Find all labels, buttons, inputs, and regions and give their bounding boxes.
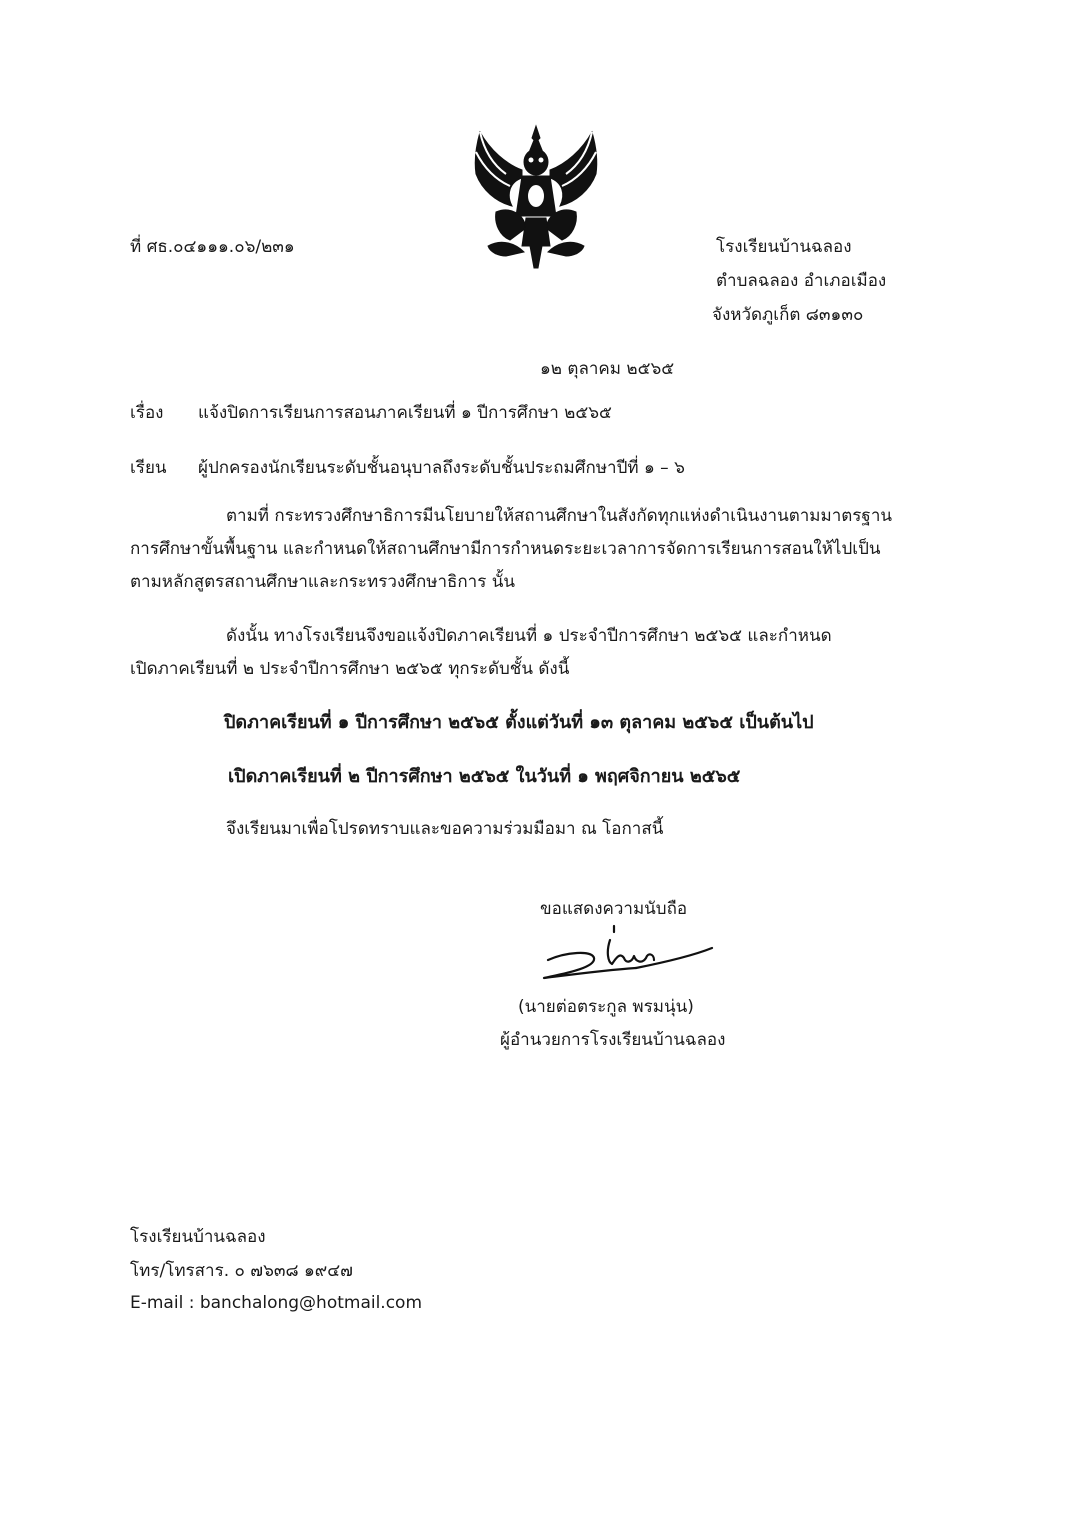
sender-address-line1: ตำบลฉลอง อำเภอเมือง (716, 271, 887, 291)
document-number: ที่ ศธ.๐๔๑๑๑.๐๖/๒๓๑ (130, 237, 295, 257)
letter-date: ๑๒ ตุลาคม ๒๕๖๕ (540, 359, 675, 379)
highlight-close-semester: ปิดภาคเรียนที่ ๑ ปีการศึกษา ๒๕๖๕ ตั้งแต่วันที่ ๑๓ ตุลาคม ๒๕๖๕ เป็นต้นไป (224, 712, 814, 733)
signer-position: ผู้อำนวยการโรงเรียนบ้านฉลอง (500, 1030, 726, 1050)
salutation: ขอแสดงความนับถือ (540, 899, 688, 919)
signer-name: (นายต่อตระกูล พรมนุ่น) (518, 997, 694, 1017)
body-paragraph-1-line-1: ตามที่ กระทรวงศึกษาธิการมีนโยบายให้สถานศึกษาในสังกัดทุกแห่งดำเนินงานตามมาตรฐาน (226, 506, 892, 526)
body-paragraph-2-line-1: ดังนั้น ทางโรงเรียนจึงขอแจ้งปิดภาคเรียนที่ ๑ ประจำปีการศึกษา ๒๕๖๕ และกำหนด (226, 626, 832, 646)
footer-school-name: โรงเรียนบ้านฉลอง (130, 1227, 266, 1247)
closing-line: จึงเรียนมาเพื่อโปรดทราบและขอความร่วมมือมา ณ โอกาสนี้ (226, 819, 664, 839)
highlight-open-semester: เปิดภาคเรียนที่ ๒ ปีการศึกษา ๒๕๖๕ ในวันที่ ๑ พฤศจิกายน ๒๕๖๕ (228, 766, 741, 787)
body-paragraph-2-line-2: เปิดภาคเรียนที่ ๒ ประจำปีการศึกษา ๒๕๖๕ ทุกระดับชั้น ดังนี้ (130, 659, 570, 679)
footer-phone: โทร/โทรสาร. ๐ ๗๖๓๘ ๑๙๔๗ (130, 1261, 353, 1281)
subject-text: แจ้งปิดการเรียนการสอนภาคเรียนที่ ๑ ปีการศึกษา ๒๕๖๕ (198, 403, 612, 423)
sender-address-line2: จังหวัดภูเก็ต ๘๓๑๓๐ (712, 305, 864, 325)
recipient-label: เรียน (130, 458, 167, 478)
handwritten-signature (536, 922, 718, 992)
body-paragraph-1-line-2: การศึกษาขั้นพื้นฐาน และกำหนดให้สถานศึกษามีการกำหนดระยะเวลาการจัดการเรียนการสอนให้ไปเป็น (130, 539, 881, 559)
sender-school-name: โรงเรียนบ้านฉลอง (716, 237, 852, 257)
body-paragraph-1-line-3: ตามหลักสูตรสถานศึกษาและกระทรวงศึกษาธิการ นั้น (130, 572, 515, 592)
recipient-text: ผู้ปกครองนักเรียนระดับชั้นอนุบาลถึงระดับชั้นประถมศึกษาปีที่ ๑ – ๖ (198, 458, 685, 478)
garuda-emblem-icon (466, 120, 606, 272)
subject-label: เรื่อง (130, 403, 164, 423)
footer-email: E-mail : banchalong@hotmail.com (130, 1293, 423, 1313)
